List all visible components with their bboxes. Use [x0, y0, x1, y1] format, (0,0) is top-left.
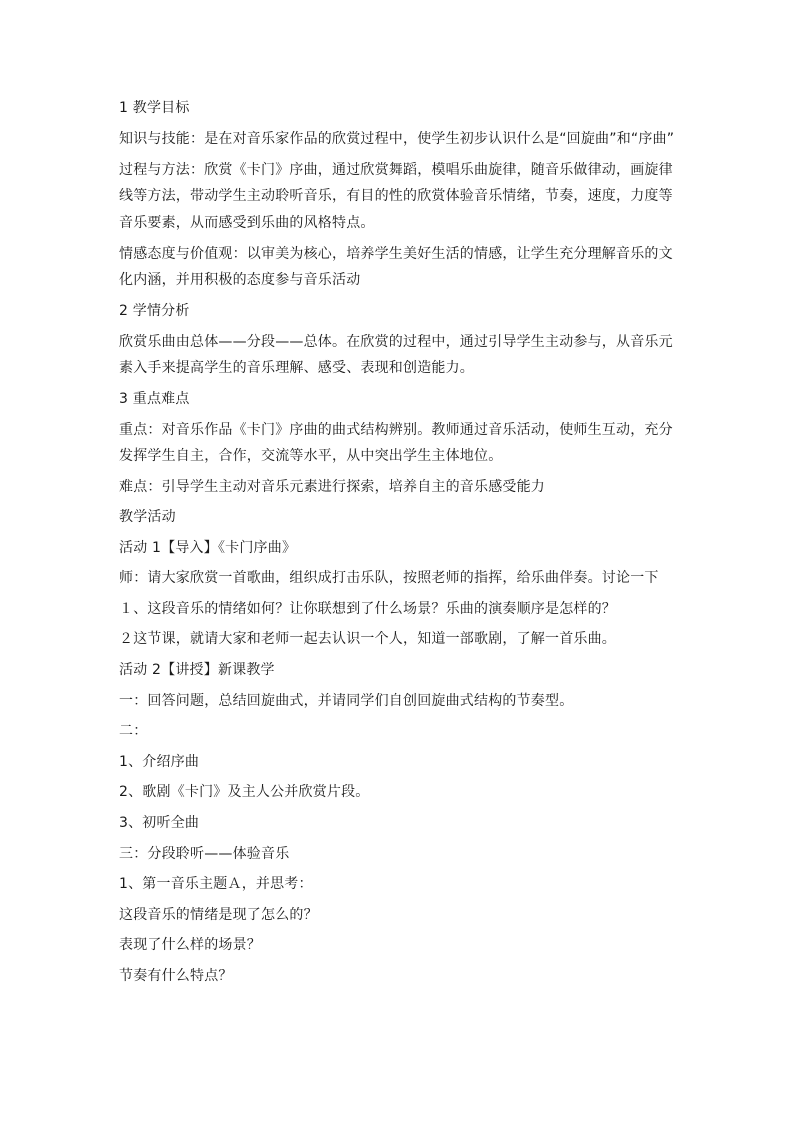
paragraph-teacher-instruction: 师：请大家欣赏一首歌曲，组织成打击乐队，按照老师的指挥，给乐曲伴奏。讨论一下: [119, 570, 659, 587]
heading-section-three: 三：分段聆听——体验音乐: [119, 845, 290, 862]
heading-activity-2: 活动 2【讲授】新课教学: [119, 662, 275, 679]
document-body: [119, 99, 679, 998]
paragraph-process-methods: 过程与方法：欣赏《卡门》序曲，通过欣赏舞蹈，模唱乐曲旋律，随音乐做律动，画旋律线等方法，带动学生主动聆听音乐，有目的性的欣赏体验音乐情绪，节奏，速度，力度等音乐要素，从而感受到乐曲的风格特点。: [119, 161, 673, 231]
paragraph-learner-analysis: 欣赏乐曲由总体——分段——总体。在欣赏的过程中，通过引导学生主动参与，从音乐元素入手来提高学生的音乐理解、感受、表现和创造能力。: [119, 333, 673, 376]
heading-teaching-activities: 教学活动: [119, 509, 176, 526]
heading-key-difficult-points: 3 重点难点: [119, 390, 190, 407]
list-item-first-listening: 3、初听全曲: [119, 815, 200, 832]
paragraph-emotion-values: 情感态度与价值观：以审美为核心，培养学生美好生活的情感，让学生充分理解音乐的文化内涵，并用积极的态度参与音乐活动: [119, 245, 673, 288]
list-item-introduce-overture: 1、介绍序曲: [119, 753, 200, 770]
question-rhythm: 节奏有什么特点？: [119, 968, 233, 984]
list-item-question-2: ２这节课，就请大家和老师一起去认识一个人，知道一部歌剧，了解一首乐曲。: [119, 631, 616, 648]
question-mood: 这段音乐的情绪是现了怎么的？: [119, 906, 318, 923]
heading-section-two: 二：: [119, 723, 148, 740]
heading-teaching-goals: 1 教学目标: [119, 100, 190, 116]
paragraph-key-points: 重点：对音乐作品《卡门》序曲的曲式结构辨别。教师通过音乐活动，使师生互动，充分发挥学生自主，合作，交流等水平，从中突出学生主体地位。: [119, 421, 673, 464]
list-item-question-1: １、这段音乐的情绪如何？让你联想到了什么场景？乐曲的演奏顺序是怎样的？: [119, 600, 616, 617]
paragraph-section-one: 一：回答问题，总结回旋曲式，并请同学们自创回旋曲式结构的节奏型。: [119, 692, 574, 709]
heading-learner-analysis: 2 学情分析: [119, 302, 190, 319]
heading-activity-1: 活动 1【导入】《卡门序曲》: [119, 539, 297, 556]
question-scene: 表现了什么样的场景？: [119, 937, 261, 954]
list-item-opera-carmen: 2、歌剧《卡门》及主人公并欣赏片段。: [119, 784, 370, 801]
paragraph-knowledge-skills: 知识与技能：是在对音乐家作品的欣赏过程中，使学生初步认识什么是“回旋曲”和“序曲”: [119, 130, 675, 147]
paragraph-difficult-points: 难点：引导学生主动对音乐元素进行探索，培养自主的音乐感受能力: [119, 478, 545, 495]
list-item-theme-a: 1、第一音乐主题Ａ，并思考：: [119, 876, 313, 893]
